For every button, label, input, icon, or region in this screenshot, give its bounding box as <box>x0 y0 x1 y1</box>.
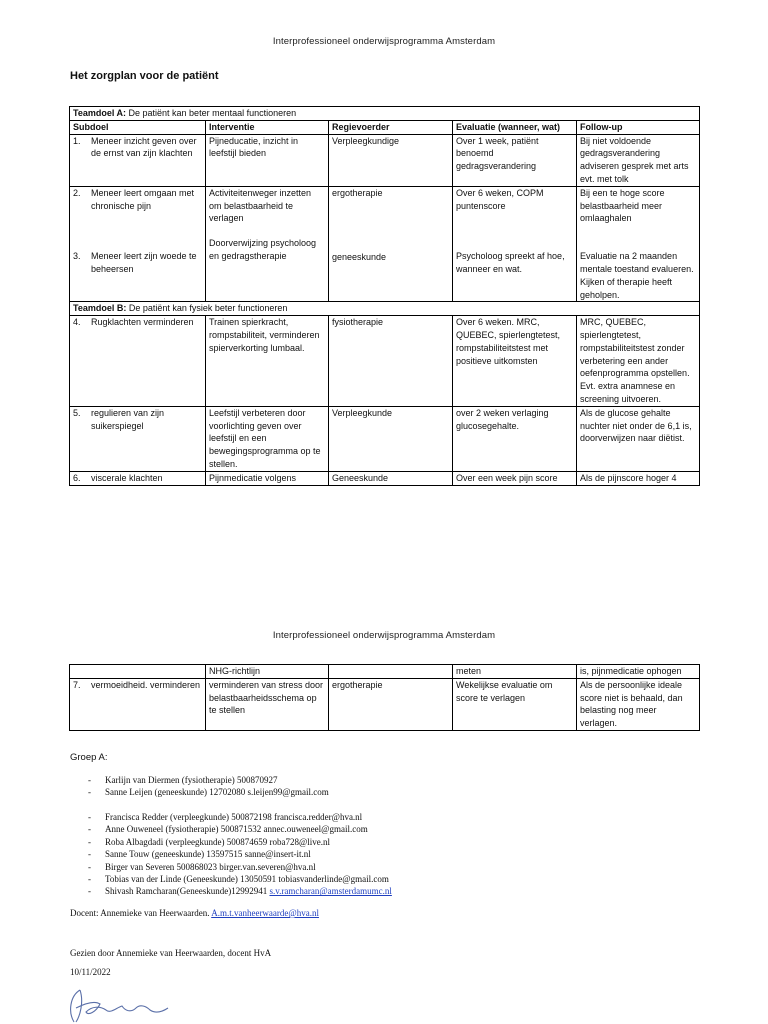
group-label: Groep A: <box>70 752 108 763</box>
docent-line <box>70 907 319 919</box>
evaluation-cell: meten <box>453 665 577 679</box>
evaluation-cell: Over 6 weken, COPM puntenscore <box>456 187 544 211</box>
intervention-cell: Pijneducatie, inzicht in leefstijl bieden <box>206 134 329 186</box>
intervention-cell: Doorverwijzing psycholoog en gedragstherapie <box>209 238 317 261</box>
member-list-2 <box>88 811 392 898</box>
member-text: Tobias van der Linde (Geneeskunde) 13050591 tobiasvanderlinde@gmail.com <box>105 874 389 885</box>
lead-cell: Verpleegkunde <box>329 406 453 471</box>
member-text: Birger van Severen 500868023 birger.van.severen@hva.nl <box>105 861 316 872</box>
list-item: - Anne Ouweneel (fysiotherapie) 500871532 annec.ouweneel@gmail.com <box>88 824 368 835</box>
followup-cell: MRC, QUEBEC, spierlengtetest, rompstabiliteitstest zonder verbetering een ander oefenprogramma opstellen. Evt. extra anamnese en screening uitvoeren. <box>577 316 700 407</box>
lead-cell <box>329 665 453 679</box>
column-header-subgoal: Subdoel <box>70 120 206 134</box>
row-number: 1. <box>73 135 81 146</box>
care-plan-table <box>69 106 700 486</box>
table-row <box>70 678 700 730</box>
subgoal-cell: Rugklachten verminderen <box>91 317 194 328</box>
table-row <box>70 406 700 471</box>
list-item: - Shivash Ramcharan(Geneeskunde)12992941 s.v.ramcharan@amsterdamumc.nl <box>88 886 392 897</box>
column-header-evaluation: Evaluatie (wanneer, wat) <box>453 120 577 134</box>
column-header-followup: Follow-up <box>577 120 700 134</box>
followup-cell: Bij een te hoge score belastbaarheid meer omlaaghalen <box>580 187 665 224</box>
team-goal-b-row <box>70 302 700 316</box>
member-text: Karlijn van Diermen (fysiotherapie) 500870927 <box>105 775 278 785</box>
list-item: - Sanne Leijen (geneeskunde) 12702080 s.leijen99@gmail.com <box>88 787 329 798</box>
row-number: 5. <box>73 407 81 418</box>
row-number: 6. <box>73 472 81 483</box>
followup-cell: Als de pijnscore hoger 4 <box>577 471 700 485</box>
docent-email-link[interactable]: A.m.t.vanheerwaarde@hva.nl <box>211 908 319 918</box>
row-number: 7. <box>73 679 81 690</box>
row-number: 2. <box>73 187 81 198</box>
row-number: 4. <box>73 317 81 328</box>
page-header: Interprofessioneel onderwijsprogramma Amsterdam <box>272 36 496 47</box>
subgoal-cell <box>70 665 206 679</box>
date-line: 10/11/2022 <box>70 967 111 977</box>
intervention-cell: Leefstijl verbeteren door voorlichting geven over leefstijl en een bewegingsprogramma op te stellen. <box>206 406 329 471</box>
table-row <box>70 471 700 485</box>
table-row <box>70 134 700 186</box>
member-text: Francisca Redder (verpleegkunde) 500872198 francisca.redder@hva.nl <box>105 812 363 822</box>
followup-cell: is, pijnmedicatie ophogen <box>577 665 700 679</box>
document-title: Het zorgplan voor de patiënt <box>70 70 219 82</box>
followup-cell: Evaluatie na 2 maanden mentale toestand evalueren. Kijken of therapie heeft geholpen. <box>580 251 694 300</box>
team-goal-a-text: De patiënt kan beter mentaal functioneren <box>126 108 297 118</box>
member-list-1 <box>88 774 329 799</box>
subgoal-cell: Meneer leert zijn woede te beheersen <box>91 251 197 275</box>
evaluation-cell: Psycholoog spreekt af hoe, wanneer en wat. <box>456 251 565 275</box>
list-item: - Roba Albagdadi (verpleegkunde) 500874659 roba728@live.nl <box>88 836 330 847</box>
subgoal-cell: regulieren van zijn suikerspiegel <box>91 407 165 431</box>
subgoal-cell: Meneer inzicht geven over de ernst van zijn klachten <box>91 135 197 159</box>
table-row <box>70 665 700 679</box>
evaluation-cell: Over 1 week, patiënt benoemd gedragsverandering <box>453 134 577 186</box>
list-item: - Sanne Touw (geneeskunde) 13597515 sanne@insert-it.nl <box>88 849 311 860</box>
member-text: Sanne Touw (geneeskunde) 13597515 sanne@insert-it.nl <box>105 849 311 860</box>
followup-cell: Bij niet voldoende gedragsverandering adviseren gesprek met arts evt. met tolk <box>577 134 700 186</box>
list-item: - Tobias van der Linde (Geneeskunde) 13050591 tobiasvanderlinde@gmail.com <box>88 874 389 885</box>
member-text: Shivash Ramcharan(Geneeskunde)12992941 <box>105 886 270 897</box>
list-item: - Francisca Redder (verpleegkunde) 500872198 francisca.redder@hva.nl <box>88 812 363 822</box>
team-goal-b-label: Teamdoel B: <box>73 303 127 314</box>
intervention-cell: Pijnmedicatie volgens <box>206 471 329 485</box>
docent-text: Docent: Annemieke van Heerwaarden. <box>70 908 212 918</box>
table-header-row <box>70 120 700 134</box>
row-number: 3. <box>73 251 81 262</box>
evaluation-cell: over 2 weken verlaging glucosegehalte. <box>453 406 577 471</box>
intervention-cell: verminderen van stress door belastbaarheidsschema op te stellen <box>206 678 329 730</box>
lead-cell: ergotherapie <box>332 187 383 198</box>
followup-cell: Als de persoonlijke ideale score niet is behaald, dan belasting nog meer verlagen. <box>577 678 700 730</box>
team-goal-a-row <box>70 107 700 121</box>
team-goal-a-label: Teamdoel A: <box>73 108 127 118</box>
team-goal-b <box>70 302 700 316</box>
member-text: Sanne Leijen (geneeskunde) 12702080 s.leijen99@gmail.com <box>105 787 329 798</box>
subgoal-cell: vermoeidheid. verminderen <box>91 679 201 690</box>
list-item: - Karlijn van Diermen (fysiotherapie) 500870927 <box>88 775 278 785</box>
evaluation-cell: Over een week pijn score <box>453 471 577 485</box>
signature-icon <box>66 982 176 1024</box>
list-item: - Birger van Severen 500868023 birger.van.severen@hva.nl <box>88 861 316 872</box>
intervention-cell: Trainen spierkracht, rompstabiliteit, verminderen spierverkorting lumbaal. <box>206 316 329 407</box>
care-plan-table-continued <box>69 664 700 731</box>
intervention-cell: Activiteitenweger inzetten om belastbaarheid te verlagen <box>209 187 312 224</box>
subgoal-cell: Meneer leert omgaan met chronische pijn <box>91 187 195 211</box>
member-text: Roba Albagdadi (verpleegkunde) 500874659 roba728@live.nl <box>105 836 330 847</box>
seen-by-line: Gezien door Annemieke van Heerwaarden, docent HvA <box>70 948 272 958</box>
page-header-2: Interprofessioneel onderwijsprogramma Amsterdam <box>272 630 496 641</box>
lead-cell: Verpleegkundige <box>329 134 453 186</box>
lead-cell: geneeskunde <box>332 251 387 262</box>
followup-cell: Als de glucose gehalte nuchter niet onder de 6,1 is, doorverwijzen naar diëtist. <box>577 406 700 471</box>
evaluation-cell: Wekelijkse evaluatie om score te verlagen <box>453 678 577 730</box>
member-text: Anne Ouweneel (fysiotherapie) 500871532 annec.ouweneel@gmail.com <box>105 824 368 835</box>
evaluation-cell: Over 6 weken. MRC, QUEBEC, spierlengtetest, rompstabiliteitstest met positieve uitkomsten <box>453 316 577 407</box>
intervention-cell: NHG-richtlijn <box>206 665 329 679</box>
lead-cell: fysiotherapie <box>329 316 453 407</box>
column-header-intervention: Interventie <box>206 120 329 134</box>
column-header-lead: Regievoerder <box>329 120 453 134</box>
member-email-link[interactable]: s.v.ramcharan@amsterdamumc.nl <box>269 886 392 897</box>
team-goal-b-text: De patiënt kan fysiek beter functioneren <box>126 303 288 314</box>
lead-cell: Geneeskunde <box>329 471 453 485</box>
subgoal-cell: viscerale klachten <box>91 472 163 483</box>
table-row-group <box>70 186 700 302</box>
table-row <box>70 316 700 407</box>
team-goal-a <box>70 107 700 121</box>
lead-cell: ergotherapie <box>329 678 453 730</box>
